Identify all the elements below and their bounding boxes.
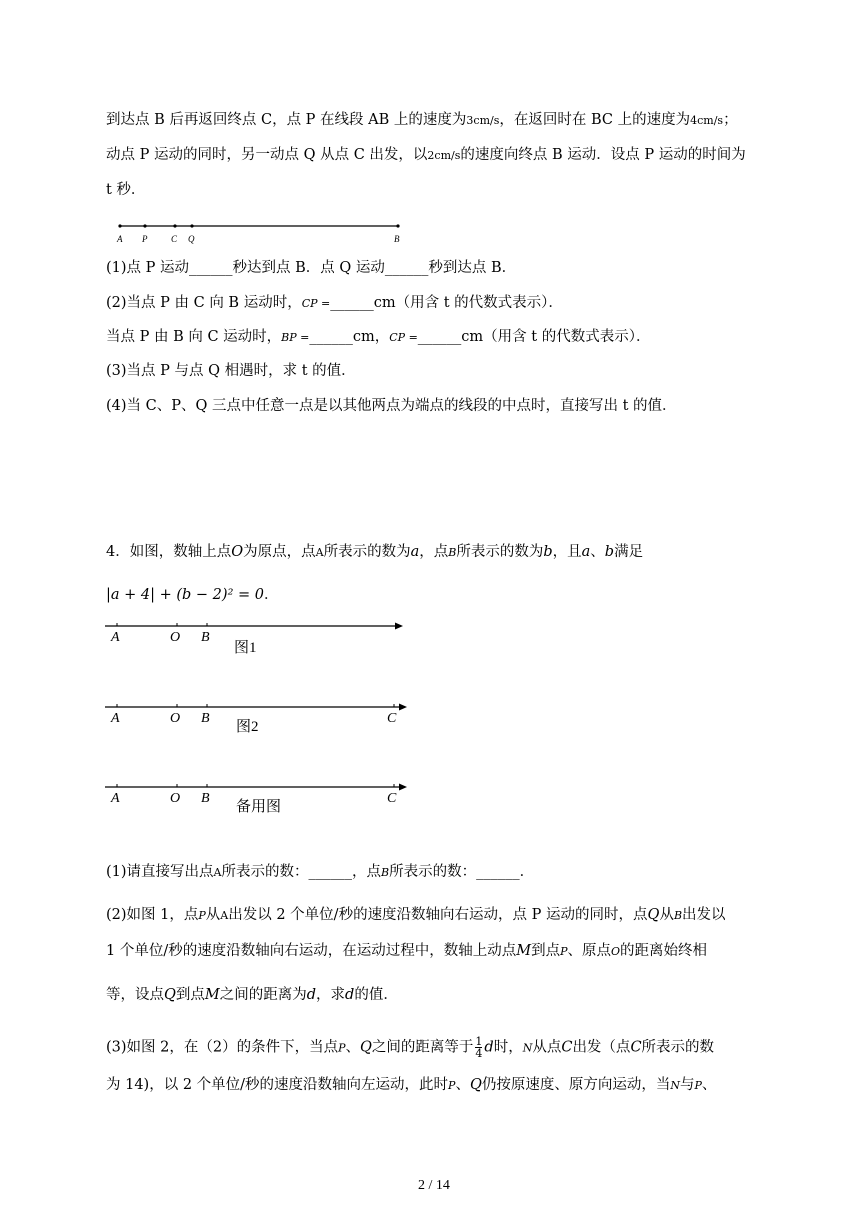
segment-label-p: P (142, 234, 148, 244)
problem-4-intro: 4．如图，数轴上点O为原点，点A所表示的数为a，点B所表示的数为b，且a、b满足 (106, 544, 644, 560)
number-line-figure-1 (100, 616, 420, 656)
text-line-2: 动点 P 运动的同时，另一动点 Q 从点 C 出发，以2cm/s的速度向终点 B 运动．设点 P 运动的时间为 (106, 147, 746, 163)
fig3-label-a: A (111, 791, 120, 806)
fig2-label-o: O (170, 711, 181, 726)
question-1: (1)点 P 运动______秒达到点 B．点 Q 运动______秒到达点 B． (106, 260, 517, 276)
fig2-caption: 图2 (236, 719, 259, 735)
segment-label-a: A (117, 234, 123, 244)
fig1-caption: 图1 (234, 640, 257, 656)
fig2-label-a: A (111, 711, 120, 726)
sub-question-3-line-1: (3)如图 2，在（2）的条件下，当点P、Q之间的距离等于 $\frac{1}{4}$ d时，N从点C出发（点C所表示的数 (106, 1035, 715, 1060)
fig3-label-b: B (201, 791, 210, 806)
segment-label-c: C (171, 234, 178, 244)
fraction: $\frac{1}{4}$ (475, 1035, 483, 1060)
text-line-3: t 秒． (106, 182, 146, 198)
fig3-label-o: O (170, 791, 181, 806)
point-dot (190, 224, 193, 227)
fig1-label-a: A (111, 630, 120, 645)
question-4: (4)当 C、P、Q 三点中任意一点是以其他两点为端点的线段的中点时，直接写出 t 的值． (106, 398, 677, 414)
question-3: (3)当点 P 与点 Q 相遇时，求 t 的值． (106, 363, 356, 379)
sub-question-3-line-2: 为 14)，以 2 个单位/秒的速度沿数轴向左运动，此时P、Q仍按原速度、原方向运动，当N与P、 (106, 1077, 717, 1093)
point-dot (143, 224, 146, 227)
fig2-label-b: B (201, 711, 210, 726)
arrow-right-icon (395, 623, 403, 630)
point-dot (173, 224, 176, 227)
page-number: 2 / 14 (418, 1178, 450, 1193)
fig2-label-c: C (387, 711, 397, 726)
fig3-caption: 备用图 (236, 799, 282, 815)
point-dot (118, 224, 121, 227)
fig3-label-c: C (387, 791, 397, 806)
arrow-right-icon (399, 704, 407, 711)
sub-question-2-line-3: 等，设点Q到点M之间的距离为d，求d的值． (106, 987, 398, 1003)
sub-question-2-line-2: 1 个单位/秒的速度沿数轴向右运动，在运动过程中，数轴上动点M到点P、原点O的距离始终相 (106, 943, 708, 959)
fig1-label-b: B (201, 630, 210, 645)
problem-4-equation: |a + 4| + (b − 2)² = 0． (106, 587, 279, 603)
number-line-figure-3 (100, 778, 420, 818)
text-line-1: 到达点 B 后再返回终点 C，点 P 在线段 AB 上的速度为3cm/s，在返回时在 BC 上的速度为4cm/s； (106, 112, 738, 128)
sub-question-1: (1)请直接写出点A所表示的数：______，点B所表示的数：______． (106, 864, 535, 880)
segment-label-q: Q (188, 234, 195, 244)
point-dot (396, 224, 399, 227)
sub-question-2-line-1: (2)如图 1，点P从A出发以 2 个单位/秒的速度沿数轴向右运动，点 P 运动的同时，点Q从B出发以 (106, 907, 726, 923)
segment-label-b: B (394, 234, 400, 244)
segment-figure (112, 216, 412, 246)
number-line-figure-2 (100, 698, 420, 738)
question-2b: 当点 P 由 B 向 C 运动时，BP =______cm，CP =______cm（用含 t 的代数式表示）． (106, 329, 651, 345)
question-2a: (2)当点 P 由 C 向 B 运动时，CP =______cm（用含 t 的代数式表示）． (106, 295, 563, 311)
fig1-label-o: O (170, 630, 181, 645)
arrow-right-icon (399, 784, 407, 791)
